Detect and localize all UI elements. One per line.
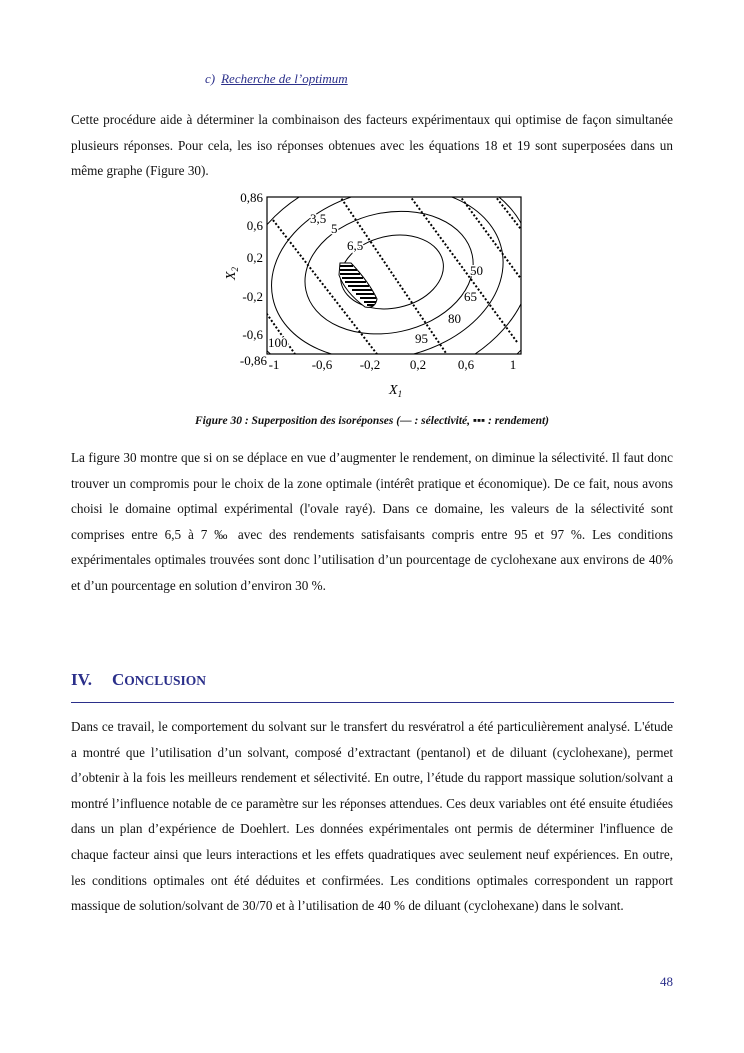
- subsection-title[interactable]: Recherche de l’optimum: [221, 71, 348, 86]
- label-yield-95: 95: [415, 331, 428, 346]
- conclusion-paragraph: Dans ce travail, le comportement du solvant sur le transfert du resvératrol a été particulièrement analysé. L'étude a montré que l’utilisation d’un solvant, composé d’extractant (pentanol) et de diluant (cyclohexane), permet d’obtenir à la fois les meilleurs rendement et sélectivité. En outre, l’étude du rapport massique solution/solvant a montré l’influence notable de ce paramètre sur les réponses attendues. Ces deux variables ont été ensuite étudiées dans un plan d’expérience de Doehlert. Les données expérimentales ont permis de déterminer l'influence de chaque facteur ainsi que leurs interactions et les effets quadratiques avec seulement neuf expériences. En outre, les conditions optimales ont été déduites et confirmées. Les conditions optimales correspondent un rapport massique de solution/solvant de 30/70 et à l’utilisation de 40 % de diluant (cyclohexane) dans le solvant.: [71, 719, 673, 914]
- x-tick: -0,6: [311, 357, 333, 372]
- section-title-rest: ONCLUSION: [124, 673, 206, 688]
- y-tick: -0,2: [242, 289, 263, 304]
- y-tick: -0,6: [242, 327, 263, 342]
- label-yield-50: 50: [470, 263, 483, 278]
- label-selectivity-6-5: 6,5: [347, 238, 364, 253]
- page-number: 48: [660, 974, 673, 989]
- section-rule: [71, 702, 674, 703]
- subsection-marker: c): [205, 71, 216, 86]
- y-tick: 0,6: [246, 218, 263, 233]
- x-tick: 0,6: [457, 357, 475, 372]
- y-tick: 0,86: [240, 190, 263, 205]
- section-heading: [71, 670, 206, 690]
- contour-selectivity-3-5: [255, 188, 519, 381]
- discussion-paragraph: La figure 30 montre que si on se déplace en vue d’augmenter le rendement, on diminue la sélectivité. Il faut donc trouver un compromis pour le choix de la zone optimale (intérêt pratique et économique). De ce fait, nous avons choisi le domaine optimal expérimental (l'ovale rayé). Dans ce domaine, les valeurs de la sélectivité sont comprises entre 6,5 à 7 ‰ avec des rendements satisfaisants compris entre 95 et 97 %. Les conditions expérimentales optimales trouvées sont donc l’utilisation d’un pourcentage de cyclohexane aux environs de 40% et d’un pourcentage en solution d’environ 30 %.: [71, 450, 673, 593]
- label-selectivity-3-5: 3,5: [310, 211, 327, 226]
- x-tick: -0,2: [359, 357, 381, 372]
- contour-yield-65: [407, 192, 517, 342]
- section-title-initial: C: [111, 670, 125, 689]
- optimal-hatched-region: [339, 263, 377, 307]
- label-yield-65: 65: [464, 289, 477, 304]
- section-number: IV.: [71, 670, 92, 689]
- figure-30-contour-plot: [215, 188, 535, 403]
- y-axis-label: $X_2$: [224, 266, 240, 280]
- x-axis-label: $X_1$: [389, 383, 403, 399]
- y-tick: -0,86: [239, 353, 267, 368]
- y-tick: 0,2: [246, 250, 263, 265]
- intro-paragraph: Cette procédure aide à déterminer la combinaison des facteurs expérimentaux qui optimise de façon simultanée plusieurs réponses. Pour cela, les iso réponses obtenues avec les équations 18 et 19 sont superposées dans un même graphe (Figure 30).: [71, 112, 673, 179]
- label-selectivity-5: 5: [331, 221, 338, 236]
- x-tick: -1: [268, 357, 280, 372]
- label-yield-100: 100: [268, 335, 288, 350]
- contour-yield-35: [492, 192, 527, 237]
- subsection-heading[interactable]: [205, 71, 348, 87]
- x-tick: 0,2: [409, 357, 427, 372]
- contour-yield-50: [457, 192, 527, 287]
- x-tick: 1: [509, 357, 517, 372]
- label-yield-80: 80: [448, 311, 461, 326]
- figure-caption: Figure 30 : Superposition des isoréponses (— : sélectivité, ▪▪▪ : rendement): [194, 415, 550, 427]
